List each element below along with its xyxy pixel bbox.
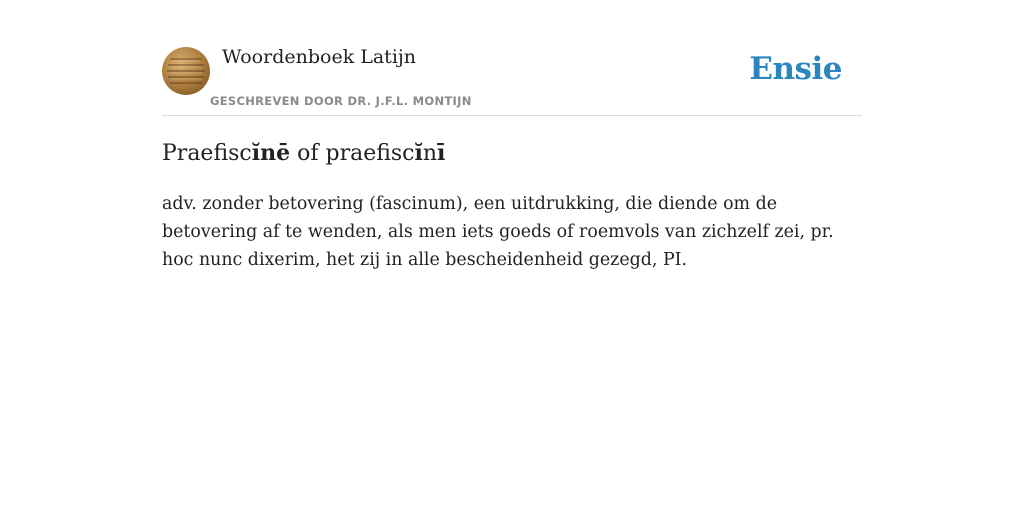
- lemma-text: n: [422, 141, 438, 166]
- ensie-logo-link[interactable]: Ensie: [749, 51, 842, 87]
- page: [162, 0, 862, 274]
- entry-lemma: [162, 140, 862, 166]
- lemma-bold-text: ī: [437, 140, 446, 166]
- author-byline: GESCHREVEN DOOR DR. J.F.L. MONTIJN: [210, 94, 472, 108]
- lemma-bold-text: ĭ: [414, 140, 423, 166]
- lemma-connector: of praefisc: [290, 141, 415, 166]
- coin-inscription-icon: [162, 47, 210, 95]
- lemma-text: Praefisc: [162, 141, 252, 166]
- header: [162, 0, 862, 116]
- book-title[interactable]: Woordenboek Latijn: [222, 46, 417, 68]
- book-avatar[interactable]: [162, 47, 210, 95]
- lemma-bold-text: ĭnē: [251, 140, 291, 166]
- entry-definition: adv. zonder betovering (fascinum), een uitdrukking, die diende om de betovering af te wenden, als men iets goeds of roemvols van zichzelf zei, pr. hoc nunc dixerim, het zij in alle bescheidenheid gezegd, PI.: [162, 194, 834, 270]
